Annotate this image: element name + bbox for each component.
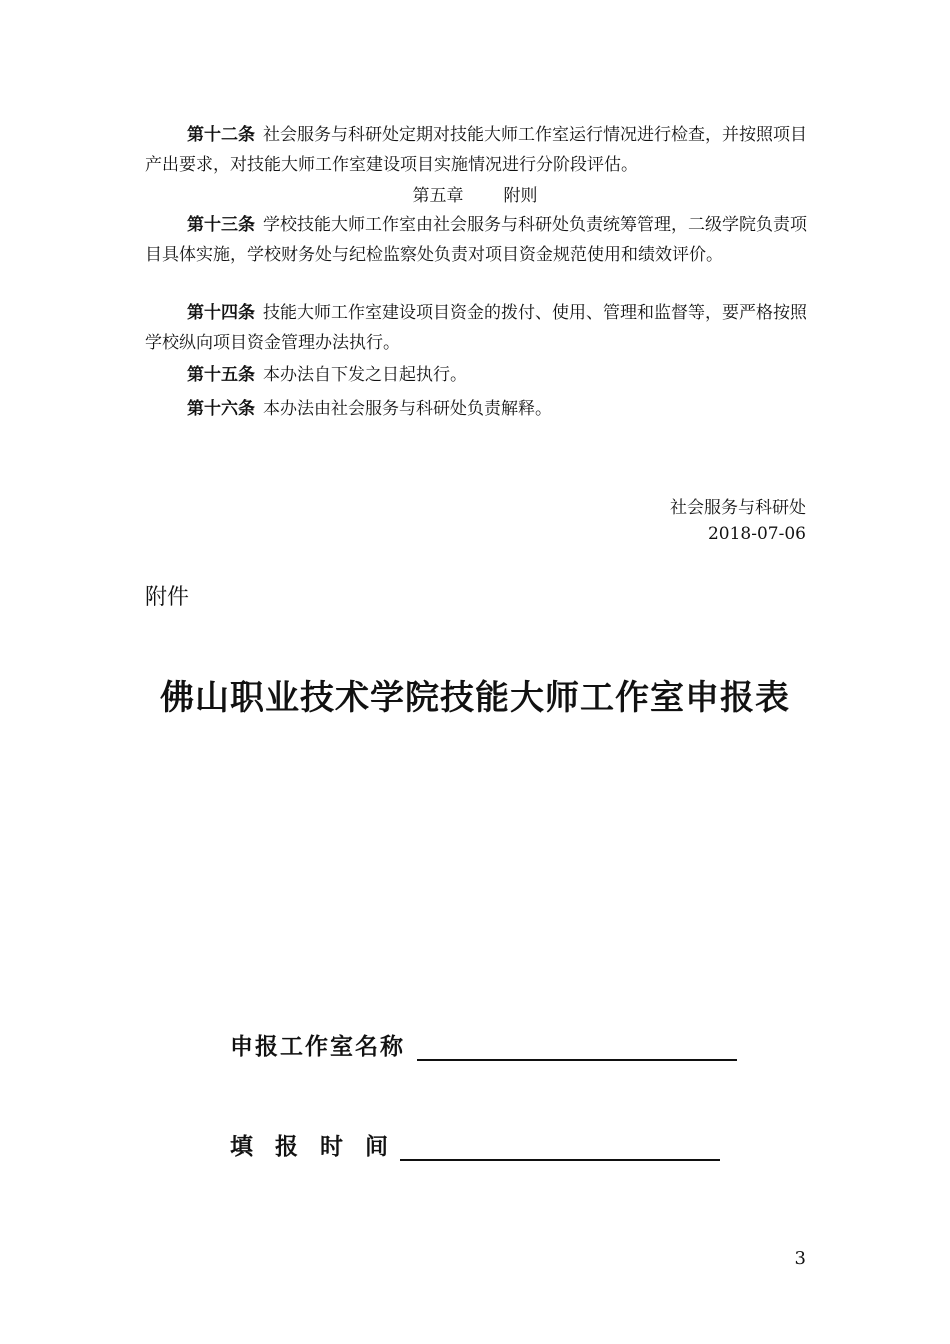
attachment-label: 附件	[145, 585, 190, 610]
article-13-text: 学校技能大师工作室由社会服务与科研处负责统筹管理，二级学院负责项目具体实施，学校财务处与纪检监察处负责对项目资金规范使用和绩效评价。	[145, 215, 807, 265]
studio-name-row	[230, 1028, 737, 1061]
article-14-text: 技能大师工作室建设项目资金的拨付、使用、管理和监督等，要严格按照学校纵向项目资金管理办法执行。	[145, 303, 807, 353]
studio-name-label: 申报工作室名称	[230, 1034, 405, 1060]
fill-time-blank[interactable]	[400, 1133, 720, 1161]
article-12	[145, 120, 807, 180]
chapter-title: 附则	[503, 186, 538, 206]
form-title: 佛山职业技术学院技能大师工作室申报表	[160, 678, 790, 718]
article-14	[145, 298, 807, 358]
article-16	[145, 394, 807, 424]
article-15-text: 本办法自下发之日起执行。	[263, 365, 467, 385]
chapter-heading	[0, 181, 950, 211]
article-12-label: 第十二条	[187, 125, 255, 145]
article-15-label: 第十五条	[187, 365, 255, 385]
article-16-text: 本办法由社会服务与科研处负责解释。	[263, 399, 552, 419]
page-number: 3	[794, 1248, 806, 1269]
article-16-label: 第十六条	[187, 399, 255, 419]
article-15	[145, 360, 807, 390]
fill-time-row	[230, 1128, 720, 1161]
signature-date: 2018-07-06	[707, 524, 806, 544]
article-12-text: 社会服务与科研处定期对技能大师工作室运行情况进行检查，并按照项目产出要求，对技能大师工作室建设项目实施情况进行分阶段评估。	[145, 125, 807, 175]
chapter-number: 第五章	[412, 186, 464, 206]
studio-name-blank[interactable]	[417, 1033, 737, 1061]
article-13-label: 第十三条	[187, 215, 255, 235]
article-14-label: 第十四条	[187, 303, 255, 323]
article-13	[145, 210, 807, 270]
signature-department: 社会服务与科研处	[670, 498, 806, 518]
fill-time-label: 填报时间	[230, 1134, 410, 1160]
